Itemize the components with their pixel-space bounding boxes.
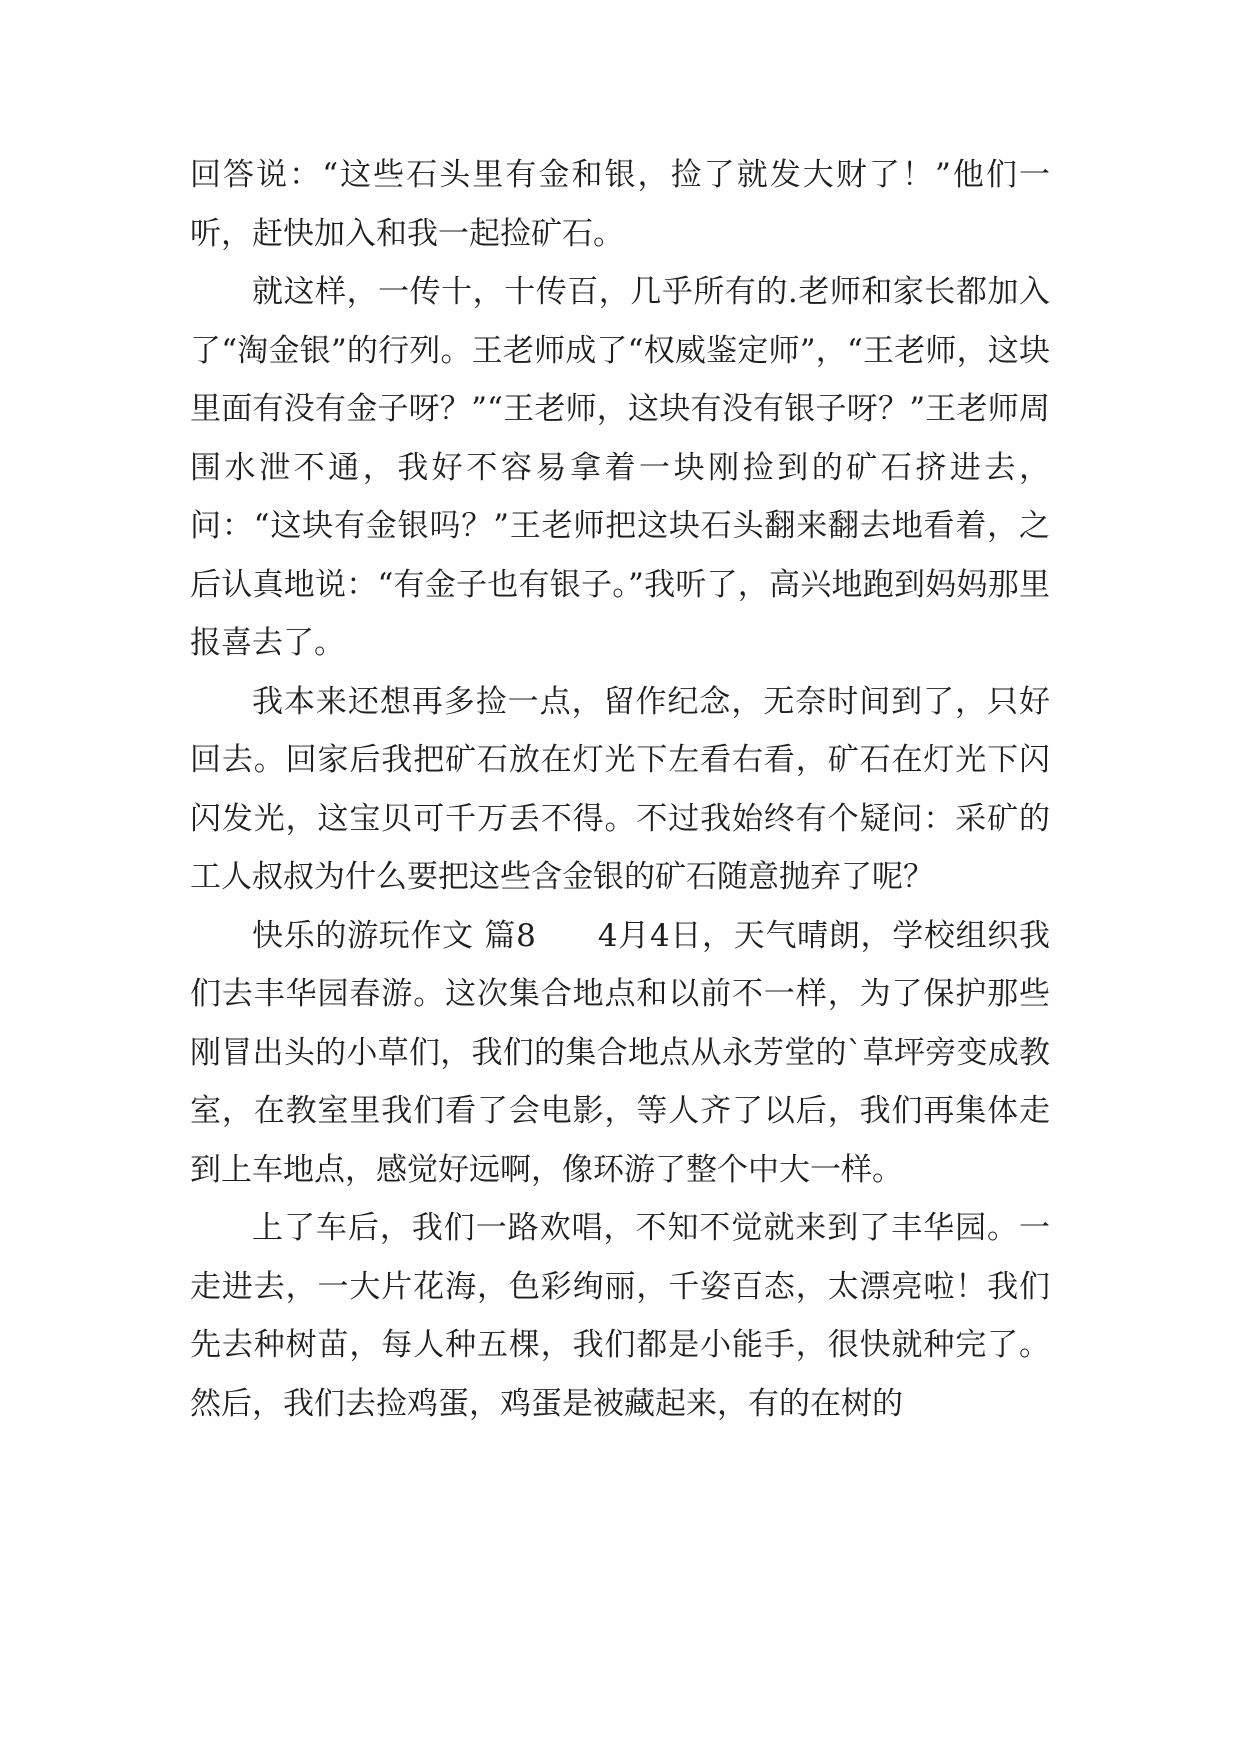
document-page [190,146,1050,1433]
paragraph-2 [190,263,1050,673]
paragraph-1 [190,146,1050,263]
paragraph-3 [190,673,1050,907]
paragraph-3-text: 我本来还想再多捡一点，留作纪念，无奈时间到了，只好回去。回家后我把矿石放在灯光下左看右看，矿石在灯光下闪闪发光，这宝贝可千万丢不得。不过我始终有个疑问：采矿的工人叔叔为什么要把这些含金银的矿石随意抛弃了呢？ [190,683,1050,895]
paragraph-1-text: 回答说：“这些石头里有金和银，捡了就发大财了！”他们一听，赶快加入和我一起捡矿石。 [190,157,1050,252]
paragraph-5-text: 上了车后，我们一路欢唱，不知不觉就来到了丰华园。一走进去，一大片花海，色彩绚丽，千姿百态，太漂亮啦！我们先去种树苗，每人种五棵，我们都是小能手，很快就种完了。然后，我们去捡鸡蛋，鸡蛋是被藏起来，有的在树的 [190,1210,1050,1422]
paragraph-4 [190,907,1050,1200]
section-heading: 快乐的游玩作文 篇8 [252,917,536,954]
paragraph-5 [190,1199,1050,1433]
paragraph-2-text: 就这样，一传十，十传百，几乎所有的.老师和家长都加入了“淘金银”的行列。王老师成了“权威鉴定师”，“王老师，这块里面有没有金子呀？”“王老师，这块有没有银子呀？”王老师周围水泄不通，我好不容易拿着一块刚捡到的矿石挤进去，问：“这块有金银吗？”王老师把这块石头翻来翻去地看着，之后认真地说：“有金子也有银子。”我听了，高兴地跑到妈妈那里报喜去了。 [190,274,1050,661]
paragraph-4-text: 4月4日，天气晴朗，学校组织我们去丰华园春游。这次集合地点和以前不一样，为了保护那些刚冒出头的小草们，我们的集合地点从永芳堂的`草坪旁变成教室，在教室里我们看了会电影，等人齐了以后，我们再集体走到上车地点，感觉好远啊，像环游了整个中大一样。 [190,917,1050,1188]
